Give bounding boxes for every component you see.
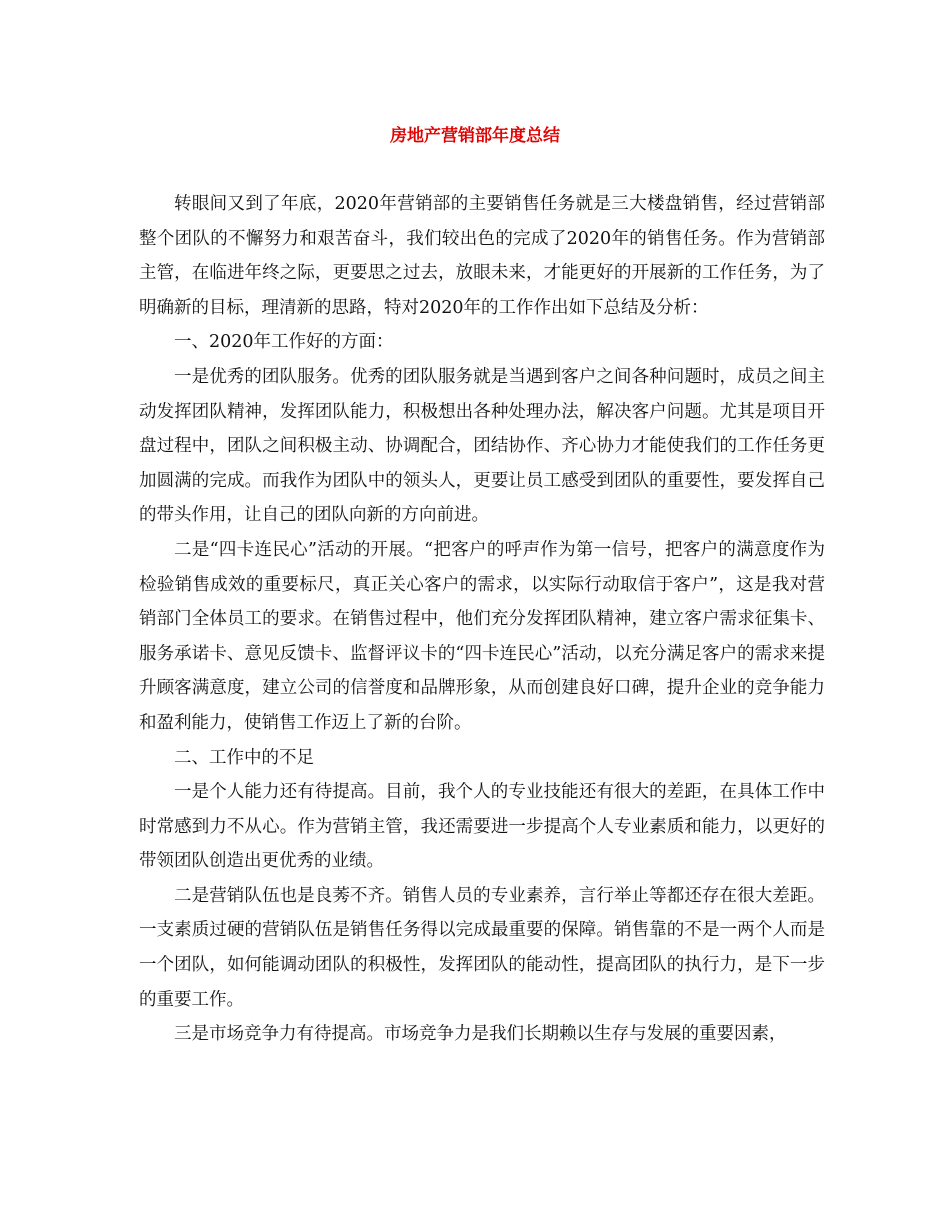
paragraph-personal-ability: 一是个人能力还有待提高。目前，我个人的专业技能还有很大的差距，在具体工作中时常感到力不从心。作为营销主管，我还需要进一步提高个人专业素质和能力，以更好的带领团队创造出更优秀的业绩。 — [139, 782, 825, 872]
section-heading-strengths: 一、2020年工作好的方面： — [174, 332, 394, 353]
paragraph-four-cards: 二是“四卡连民心”活动的开展。“把客户的呼声作为第一信号，把客户的满意度作为检验销售成效的重要标尺，真正关心客户的需求，以实际行动取信于客户”，这是我对营销部门全体员工的要求。在销售过程中，他们充分发挥团队精神，建立客户需求征集卡、服务承诺卡、意见反馈卡、监督评议卡的“四卡连民心”活动，以充分满足客户的需求来提升顾客满意度，建立公司的信誉度和品牌形象，从而创建良好口碑，提升企业的竞争能力和盈利能力，使销售工作迈上了新的台阶。 — [139, 539, 825, 733]
paragraph-sales-team: 二是营销队伍也是良莠不齐。销售人员的专业素养，言行举止等都还存在很大差距。一支素质过硬的营销队伍是销售任务得以完成最重要的保障。销售靠的不是一两个人而是一个团队，如何能调动团队的积极性，发挥团队的能动性，提高团队的执行力，是下一步的重要工作。 — [139, 885, 825, 1010]
paragraph-team-service: 一是优秀的团队服务。优秀的团队服务就是当遇到客户之间各种问题时，成员之间主动发挥团队精神，发挥团队能力，积极想出各种处理办法，解决客户问题。尤其是项目开盘过程中，团队之间积极主动、协调配合，团结协作、齐心协力才能使我们的工作任务更加圆满的完成。而我作为团队中的领头人，更要让员工感受到团队的重要性，要发挥自己的带头作用，让自己的团队向新的方向前进。 — [139, 366, 825, 526]
document-body — [139, 187, 825, 1052]
document-title: 房地产营销部年度总结 — [390, 126, 560, 146]
paragraph-intro: 转眼间又到了年底，2020年营销部的主要销售任务就是三大楼盘销售，经过营销部整个团队的不懈努力和艰苦奋斗，我们较出色的完成了2020年的销售任务。作为营销部主管，在临进年终之际，更要思之过去，放眼未来，才能更好的开展新的工作任务，为了明确新的目标，理清新的思路，特对2020年的工作作出如下总结及分析： — [139, 194, 825, 318]
section-heading-shortcomings: 二、工作中的不足 — [174, 747, 314, 768]
paragraph-market-competition: 三是市场竞争力有待提高。市场竞争力是我们长期赖以生存与发展的重要因素， — [174, 1024, 787, 1045]
